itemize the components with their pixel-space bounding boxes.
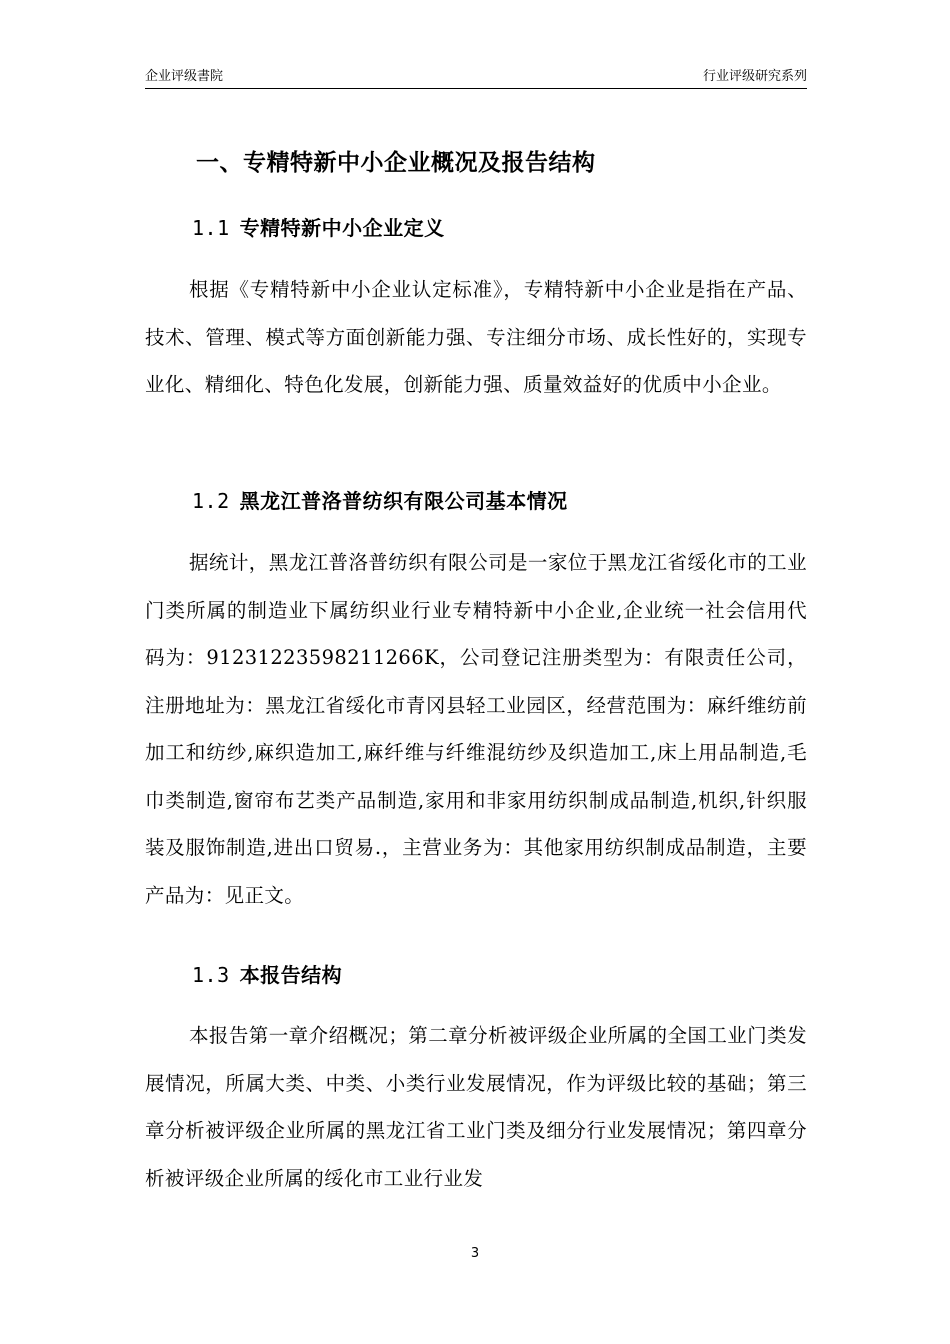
section-number: 1.3 (192, 963, 230, 987)
header-right-text: 行业评级研究系列 (702, 69, 807, 84)
section-heading-1-1 (192, 212, 445, 241)
header-left-text: 企业评级書院 (145, 69, 224, 84)
page-number: 3 (470, 1246, 480, 1261)
section-1-3-paragraph: 本报告第一章介绍概况；第二章分析被评级企业所属的全国工业门类发展情况，所属大类、中类、小类行业发展情况，作为评级比较的基础；第三章分析被评级企业所属的黑龙江省工业门类及细分行业发展情况；第四章分析被评级企业所属的绥化市工业行业发 (145, 1024, 807, 1190)
section-1-2-paragraph: 据统计，黑龙江普洛普纺织有限公司是一家位于黑龙江省绥化市的工业门类所属的制造业下属纺织业行业专精特新中小企业,企业统一社会信用代码为：91231223598211266K，公司登记注册类型为：有限责任公司，注册地址为：黑龙江省绥化市青冈县轻工业园区，经营范围为：麻纤维纺前加工和纺纱,麻织造加工,麻纤维与纤维混纺纱及织造加工,床上用品制造,毛巾类制造,窗帘布艺类产品制造,家用和非家用纺织制成品制造,机织,针织服装及服饰制造,进出口贸易.，主营业务为：其他家用纺织制成品制造，主要产品为：见正文。 (145, 551, 807, 907)
section-number: 1.2 (192, 489, 230, 513)
section-title-text: 黑龙江普洛普纺织有限公司基本情况 (239, 489, 568, 513)
section-heading-1-3 (192, 959, 342, 988)
section-number: 1.1 (192, 216, 230, 240)
section-title-text: 本报告结构 (239, 963, 343, 987)
section-heading-1-2 (192, 485, 568, 514)
section-title-text: 专精特新中小企业定义 (239, 216, 445, 240)
running-header (145, 64, 807, 89)
section-1-1-paragraph: 根据《专精特新中小企业认定标准》，专精特新中小企业是指在产品、技术、管理、模式等方面创新能力强、专注细分市场、成长性好的，实现专业化、精细化、特色化发展，创新能力强、质量效益好的优质中小企业。 (145, 278, 807, 396)
chapter-title: 一、专精特新中小企业概况及报告结构 (196, 150, 596, 176)
